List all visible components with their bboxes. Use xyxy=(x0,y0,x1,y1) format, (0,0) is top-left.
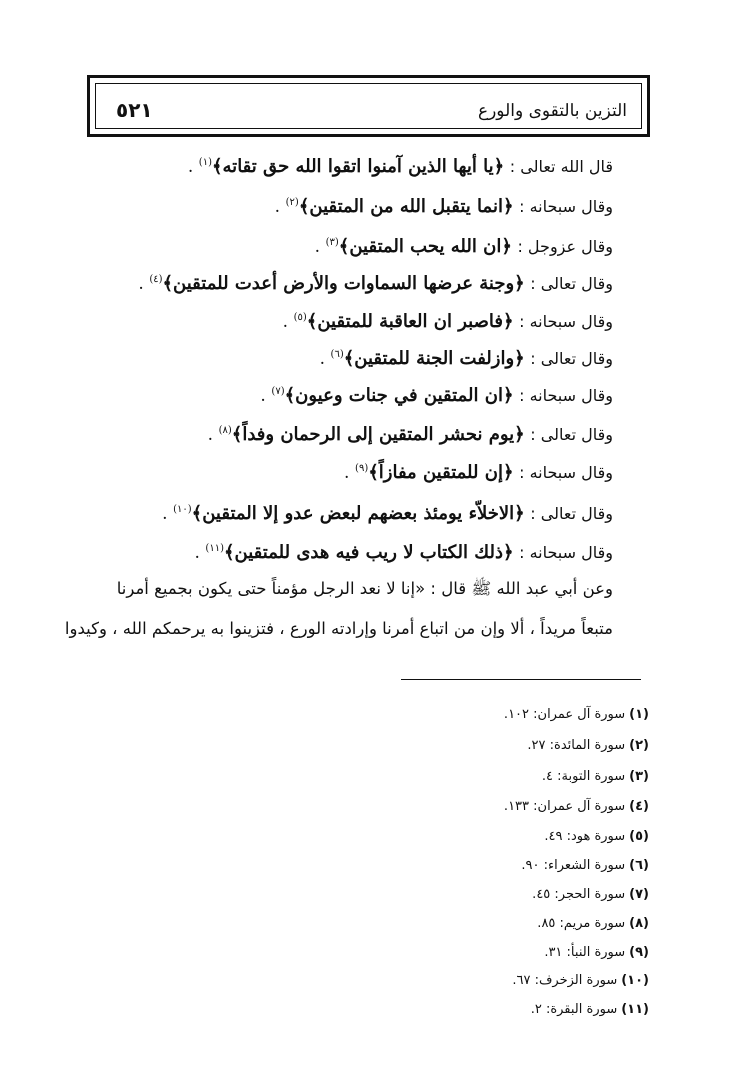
footnote-text: سورة آل عمران: ١٠٢. xyxy=(503,707,626,722)
verse-period: . xyxy=(162,503,168,524)
verse-line xyxy=(138,268,613,296)
footnote-number: (٤) xyxy=(629,799,649,814)
verse-intro: وقال تعالى : xyxy=(530,348,613,368)
verse-line xyxy=(260,380,613,408)
footnote-text: سورة آل عمران: ١٣٣. xyxy=(503,799,626,814)
verse-line xyxy=(194,537,613,565)
footnote-text: سورة المائدة: ٢٧. xyxy=(527,738,626,753)
verse-line xyxy=(275,191,613,219)
footnote-text: سورة الحجر: ٤٥. xyxy=(532,887,626,902)
page-header-inner xyxy=(95,83,642,129)
footnote xyxy=(504,798,649,816)
verse-period: . xyxy=(260,385,266,406)
footnote-ref: (٥) xyxy=(293,312,307,323)
verse-line xyxy=(315,231,613,259)
verse-quote: ﴿ان الله يحب المتقين﴾ xyxy=(338,235,512,257)
footnote xyxy=(544,828,649,846)
verse-quote: ﴿انما يتقبل الله من المتقين﴾ xyxy=(298,195,514,217)
verse-quote: ﴿وجنة عرضها السماوات والأرض أعدت للمتقين﴾ xyxy=(162,272,525,294)
footnote-number: (١٠) xyxy=(621,973,649,988)
footnote-ref: (٧) xyxy=(271,386,285,397)
footnote-text: سورة هود: ٤٩. xyxy=(544,829,626,844)
footnote xyxy=(512,972,649,990)
footnote xyxy=(542,768,649,786)
footnote xyxy=(504,706,649,724)
verse-quote: ﴿إن للمتقين مفازاً﴾ xyxy=(368,461,514,483)
footnote-text: سورة البقرة: ٢. xyxy=(530,1002,618,1017)
footnote-number: (٣) xyxy=(629,769,649,784)
footnote xyxy=(544,944,649,962)
verse-period: . xyxy=(282,311,289,332)
footnote-ref: (٤) xyxy=(149,274,163,285)
footnote xyxy=(532,886,649,904)
verse-line xyxy=(162,498,613,526)
footnote-ref: (١١) xyxy=(205,543,224,554)
verse-period: . xyxy=(274,196,281,217)
verse-period: . xyxy=(314,236,321,257)
verse-intro: وقال عزوجل : xyxy=(517,236,613,256)
verse-intro: وقال سبحانه : xyxy=(519,311,613,331)
footnote-number: (٢) xyxy=(629,738,649,753)
chapter-title: التزين بالتقوى والورع xyxy=(477,101,627,121)
verse-intro: وقال تعالى : xyxy=(530,424,613,444)
verse-line xyxy=(188,151,613,179)
page-header-frame xyxy=(87,75,650,137)
verse-period: . xyxy=(207,424,213,445)
footnote-ref: (٦) xyxy=(330,349,344,360)
verse-quote: ﴿الاخلاّء يومئذ بعضهم لبعض عدو إلا المتقين﴾ xyxy=(191,502,525,524)
verse-intro: وقال سبحانه : xyxy=(519,462,613,482)
verse-quote: ﴿ان المتقين في جنات وعيون﴾ xyxy=(284,384,514,406)
verse-line xyxy=(283,306,613,334)
footnote-text: سورة الزخرف: ٦٧. xyxy=(512,973,618,988)
footnote-ref: (٢) xyxy=(285,197,299,208)
verse-quote: ﴿يا أيها الذين آمنوا اتقوا الله حق تقاته﴾ xyxy=(211,155,505,177)
footnote-ref: (٨) xyxy=(218,425,232,436)
verse-intro: وقال تعالى : xyxy=(530,503,613,523)
footnote xyxy=(531,1001,649,1019)
verse-line xyxy=(344,457,613,485)
verse-quote: ﴿يوم نحشر المتقين إلى الرحمان وفداً﴾ xyxy=(231,423,525,445)
footnote-number: (٥) xyxy=(629,829,649,844)
footnote-number: (٦) xyxy=(629,858,649,873)
paragraph-line: وعن أبي عبد الله ﷺ قال : «إنا لا نعد الرجل مؤمناً حتى يكون بجميع أمرنا xyxy=(116,579,613,598)
verse-period: . xyxy=(138,273,144,294)
paragraph-line: متبعاً مريداً ، ألا وإن من اتباع أمرنا وإرادته الورع ، فتزينوا به يرحمكم الله ، وكيدوا xyxy=(64,619,613,638)
footnote-ref: (١) xyxy=(198,157,212,168)
footnote-text: سورة الشعراء: ٩٠. xyxy=(521,858,626,873)
verse-period: . xyxy=(319,348,325,369)
footnote-text: سورة مريم: ٨٥. xyxy=(537,916,626,931)
verse-intro: وقال سبحانه : xyxy=(519,196,613,216)
footnote-ref: (٩) xyxy=(355,463,369,474)
footnote xyxy=(521,857,649,875)
footnote-number: (٨) xyxy=(629,916,649,931)
footnote-number: (٩) xyxy=(629,945,649,960)
footnote-number: (١١) xyxy=(621,1002,649,1017)
verse-quote: ﴿فاصبر ان العاقبة للمتقين﴾ xyxy=(306,310,514,332)
footnote-ref: (١٠) xyxy=(173,504,192,515)
verse-intro: وقال تعالى : xyxy=(530,273,613,293)
footnote-divider xyxy=(401,679,641,680)
page-number: ٥٢١ xyxy=(116,98,153,122)
footnote-text: سورة التوبة: ٤. xyxy=(541,769,626,784)
verse-line xyxy=(320,343,613,371)
verse-line xyxy=(208,419,613,447)
verse-intro: قال الله تعالى : xyxy=(509,156,613,176)
footnote xyxy=(537,915,649,933)
verse-period: . xyxy=(344,462,350,483)
verse-period: . xyxy=(194,542,200,563)
footnote-number: (٧) xyxy=(629,887,649,902)
verse-period: . xyxy=(187,156,194,177)
footnote-ref: (٣) xyxy=(325,237,339,248)
footnote-number: (١) xyxy=(629,707,649,722)
footnote-text: سورة النبأ: ٣١. xyxy=(544,945,626,960)
verse-intro: وقال سبحانه : xyxy=(519,542,613,562)
verse-intro: وقال سبحانه : xyxy=(519,385,613,405)
footnote xyxy=(527,737,649,755)
verse-quote: ﴿ذلك الكتاب لا ريب فيه هدى للمتقين﴾ xyxy=(223,541,514,563)
verse-quote: ﴿وازلفت الجنة للمتقين﴾ xyxy=(343,347,525,369)
